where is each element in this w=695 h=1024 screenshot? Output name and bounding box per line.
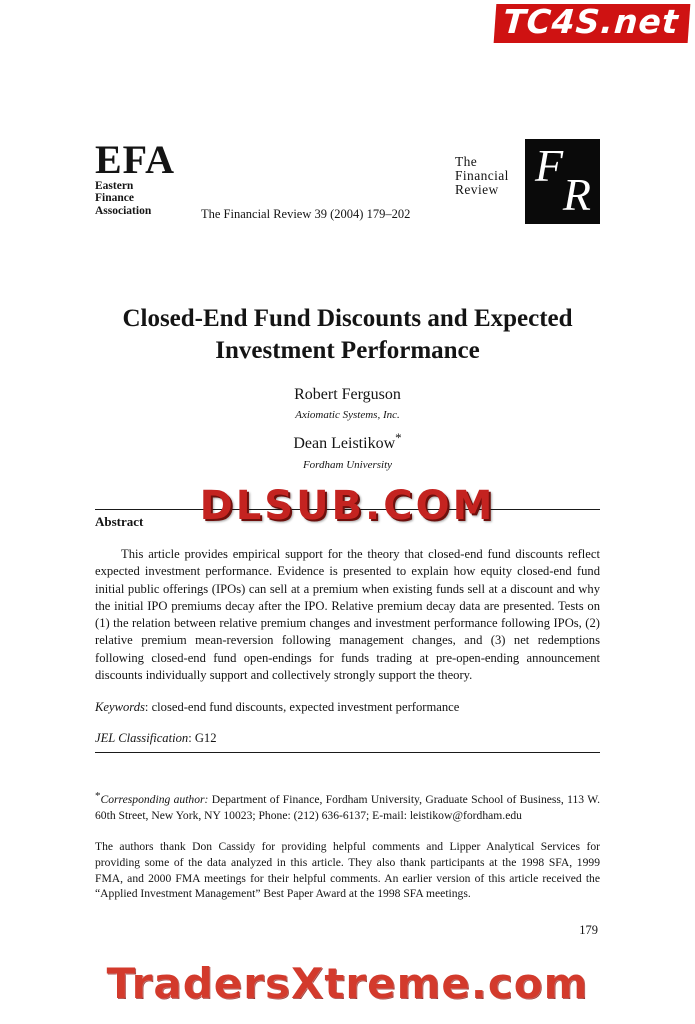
journal-name-line3: Review bbox=[455, 182, 499, 198]
efa-line2: Finance bbox=[95, 192, 134, 205]
footnote-corresponding-author bbox=[95, 789, 600, 824]
efa-acronym: EFA bbox=[95, 137, 176, 182]
author-2-name-text: Dean Leistikow bbox=[293, 435, 396, 452]
efa-line3: Association bbox=[95, 204, 152, 217]
journal-name bbox=[455, 155, 509, 198]
abstract-text: This article provides empirical support for the theory that closed-end fund discounts reflect expected investment performance. Evidence is presented to explain how equity closed-end fund initial public offerings (IPOs) can sell at a premium when existing funds sell at a discount and why the initial IPO premiums decay after the IPO. Relative premium decay data are presented. Tests on (1) the relation between relative premium changes and investment performance following IPOs, (2) relative premium mean-reversion following management changes, and (3) net redemptions following closed-end fund open-endings for funds trading at pre-open-ending announcement discounts individually support and collectively strongly support the theory. bbox=[95, 547, 600, 682]
fr-logo-f: F bbox=[535, 140, 564, 191]
journal-name-line1: The bbox=[455, 154, 478, 169]
efa-logo bbox=[95, 137, 176, 217]
keywords-line bbox=[95, 700, 600, 715]
jel-label: JEL Classification bbox=[95, 731, 189, 745]
efa-line1: Eastern bbox=[95, 180, 134, 192]
abstract-heading: Abstract bbox=[95, 514, 144, 529]
journal-name-line2: Financial bbox=[455, 168, 509, 184]
watermark-top: TC4S.net bbox=[494, 4, 690, 43]
footnote-acknowledgements: The authors thank Don Cassidy for providing helpful comments and Lipper Analytical Services for providing some of the data analyzed in this article. They also thank participants at the 1998 SFA, 1999 FMA, and 2000 FMA meetings for their helpful comments. An earlier version of this article received the “Applied Investment Management” Best Paper Award at the 1998 SFA meetings. bbox=[95, 840, 600, 901]
paper-title-line1: Closed-End Fund Discounts and Expected bbox=[122, 305, 573, 332]
watermark-bottom: TradersXtreme.com bbox=[106, 959, 589, 1008]
footnote-text: Department of Finance, Fordham University, Graduate School of Business, 113 W. 60th Street, New York, NY 10023; Phone: (212) 636-6137; E-mail: leistikow@fordham.edu bbox=[95, 793, 600, 822]
page-number: 179 bbox=[579, 923, 598, 937]
author-1-name-text: Robert Ferguson bbox=[294, 386, 401, 403]
divider-below-jel bbox=[95, 752, 600, 753]
author-2-affiliation: Fordham University bbox=[302, 459, 393, 471]
footnote-label: Corresponding author: bbox=[100, 793, 209, 806]
fr-logo-r: R bbox=[562, 169, 591, 220]
watermark-middle: DLSUB.COM bbox=[199, 483, 496, 529]
fr-logo bbox=[525, 139, 600, 224]
author-1-name bbox=[0, 381, 695, 404]
author-2-name bbox=[0, 430, 695, 453]
jel-line bbox=[95, 731, 600, 746]
paper-title-line2: Investment Performance bbox=[215, 337, 480, 364]
footnote-asterisk: * bbox=[95, 790, 101, 802]
author-1-affiliation: Axiomatic Systems, Inc. bbox=[295, 409, 400, 421]
efa-logo-text bbox=[95, 180, 175, 217]
jel-text: : G12 bbox=[188, 731, 217, 745]
keywords-label: Keywords bbox=[95, 700, 145, 714]
paper-title bbox=[40, 303, 655, 367]
author-2-asterisk: * bbox=[395, 430, 402, 445]
journal-citation: The Financial Review 39 (2004) 179–202 bbox=[201, 207, 411, 221]
keywords-text: : closed-end fund discounts, expected investment performance bbox=[144, 700, 460, 714]
